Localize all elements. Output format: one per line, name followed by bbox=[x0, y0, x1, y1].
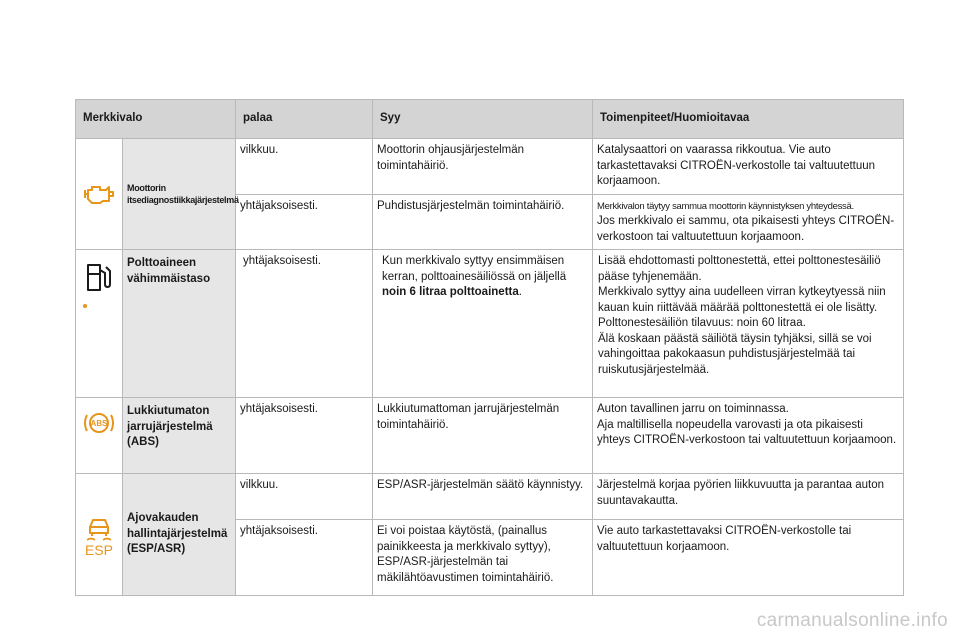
esp-palaa-1: vilkkuu. bbox=[236, 474, 373, 520]
esp-syy-2: Ei voi poistaa käytöstä, (painallus painikkeesta ja merkkivalo syttyy), ESP/ASR-järjestelmän tai mäkilähtöavustimen toimintahäiriö. bbox=[373, 520, 593, 596]
esp-palaa-2: yhtäjaksoisesti. bbox=[236, 520, 373, 596]
esp-icon-text: ESP bbox=[84, 541, 114, 557]
esp-toimenpiteet-2: Vie auto tarkastettavaksi CITROËN-verkostolle tai valtuutettuun korjaamoon. bbox=[593, 520, 904, 596]
header-palaa: palaa bbox=[236, 100, 373, 139]
esp-syy-1: ESP/ASR-järjestelmän säätö käynnistyy. bbox=[373, 474, 593, 520]
header-row bbox=[76, 100, 904, 139]
warning-lights-table bbox=[75, 99, 904, 596]
abs-t1: Auton tavallinen jarru on toiminnassa. bbox=[597, 403, 789, 415]
abs-icon-cell bbox=[76, 398, 123, 474]
header-merkkivalo: Merkkivalo bbox=[76, 100, 236, 139]
fuel-syy-b: noin 6 litraa polttoainetta bbox=[382, 286, 519, 298]
engine-note-b: Jos merkkivalo ei sammu, ota pikaisesti yhteys CITROËN-verkostoon tai valtuutettuun korjaamoon. bbox=[597, 215, 895, 243]
engine-syy-1: Moottorin ohjausjärjestelmän toimintahäiriö. bbox=[373, 139, 593, 195]
engine-syy-2: Puhdistusjärjestelmän toimintahäiriö. bbox=[373, 194, 593, 250]
esp-toimenpiteet-1: Järjestelmä korjaa pyörien liikkuvuutta ja parantaa auton suuntavakautta. bbox=[593, 474, 904, 520]
esp-name: Ajovakauden hallintajärjestelmä (ESP/ASR) bbox=[123, 474, 236, 596]
abs-icon bbox=[82, 410, 116, 436]
engine-icon-cell bbox=[76, 139, 123, 250]
fuel-t1: Lisää ehdottomasti polttonestettä, ettei polttonestesäiliö pääse tyhjenemään. bbox=[598, 255, 881, 283]
fuel-t4: Älä koskaan päästä säiliötä täysin tyhjäksi, sillä se voi vahingoittaa pakokaasun puhdistusjärjestelmää tai ruiskutusjärjestelmää. bbox=[598, 332, 872, 376]
fuel-syy bbox=[373, 250, 593, 398]
fuel-t3: Polttonestesäiliön tilavuus: noin 60 litraa. bbox=[598, 317, 806, 329]
fuel-palaa: yhtäjaksoisesti. bbox=[236, 250, 373, 398]
fuel-syy-c: . bbox=[518, 286, 522, 298]
abs-name: Lukkiutumaton jarrujärjestelmä (ABS) bbox=[123, 398, 236, 474]
abs-palaa: yhtäjaksoisesti. bbox=[236, 398, 373, 474]
engine-check-icon bbox=[82, 182, 116, 206]
watermark: carmanualsonline.info bbox=[756, 610, 948, 631]
abs-t2: Aja maltillisella nopeudella varovasti ja ota pikaisesti yhteys CITROËN-verkostoon tai valtuutettuun korjaamoon. bbox=[597, 418, 897, 446]
abs-syy: Lukkiutumattoman jarrujärjestelmän toimintahäiriö. bbox=[373, 398, 593, 474]
table-row bbox=[76, 250, 904, 398]
fuel-toimenpiteet bbox=[593, 250, 904, 398]
header-syy: Syy bbox=[373, 100, 593, 139]
fuel-pump-icon bbox=[84, 262, 114, 292]
esp-icon-cell bbox=[76, 474, 123, 596]
header-toimenpiteet: Toimenpiteet/Huomioitavaa bbox=[593, 100, 904, 139]
fuel-syy-a: Kun merkkivalo syttyy ensimmäisen kerran, polttoainesäiliössä on jäljellä bbox=[382, 255, 567, 283]
fuel-name: Polttoaineen vähimmäistaso bbox=[123, 250, 236, 398]
fuel-icon-cell bbox=[76, 250, 123, 398]
engine-toimenpiteet-2 bbox=[593, 194, 904, 250]
abs-icon-text: ABS bbox=[90, 419, 108, 428]
abs-toimenpiteet bbox=[593, 398, 904, 474]
engine-name: Moottorin itsediagnostiikkajärjestelmä bbox=[123, 139, 236, 250]
esp-icon bbox=[81, 513, 117, 557]
warning-dot bbox=[83, 304, 87, 308]
engine-toimenpiteet-1: Katalysaattori on vaarassa rikkoutua. Vie auto tarkastettavaksi CITROËN-verkostolle tai valtuutettuun korjaamoon. bbox=[593, 139, 904, 195]
table-row bbox=[76, 139, 904, 195]
table-row bbox=[76, 474, 904, 520]
engine-palaa-1: vilkkuu. bbox=[236, 139, 373, 195]
engine-palaa-2: yhtäjaksoisesti. bbox=[236, 194, 373, 250]
table-row bbox=[76, 398, 904, 474]
engine-note-a: Merkkivalon täytyy sammua moottorin käynnistyksen yhteydessä. bbox=[597, 200, 854, 212]
fuel-t2: Merkkivalo syttyy aina uudelleen virran kytkeytyessä niin kauan kuin riittävää määrää polttonestettä ei ole lisätty. bbox=[598, 286, 886, 314]
